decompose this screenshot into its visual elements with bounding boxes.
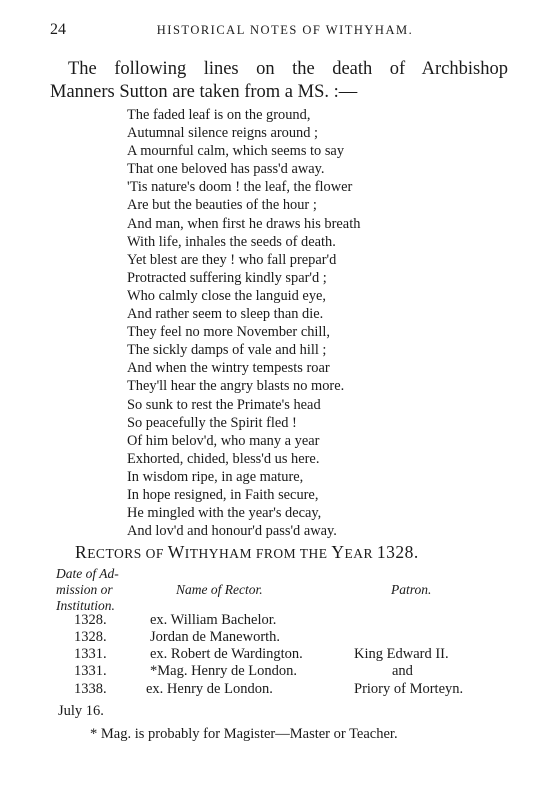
rectors-heading: RECTORS OF WITHYHAM FROM THE YEAR 1328.: [75, 542, 419, 562]
poem-line: Autumnal silence reigns around ;: [127, 125, 319, 142]
poem-line: So peacefully the Spirit fled !: [127, 414, 297, 431]
poem-line: 'Tis nature's doom ! the leaf, the flower: [127, 179, 353, 196]
poem-line: A mournful calm, which seems to say: [127, 143, 345, 160]
cell-year: 1338.: [74, 681, 107, 697]
intro-line-2: Manners Sutton are taken from a MS. :—: [50, 82, 358, 102]
poem-line: Exhorted, chided, bless'd us here.: [127, 450, 320, 467]
poem-line: Yet blest are they ! who fall prepar'd: [127, 251, 337, 268]
extra-date: July 16.: [58, 703, 104, 719]
poem-line: They'll hear the angry blasts no more.: [127, 378, 345, 395]
poem-line: The faded leaf is on the ground,: [127, 107, 311, 123]
footnote: * Mag. is probably for Magister—Master or Teacher.: [90, 726, 398, 742]
cell-rector: ex. William Bachelor.: [150, 612, 277, 628]
cell-patron: Priory of Morteyn.: [354, 681, 464, 697]
cell-year: 1331.: [74, 646, 107, 662]
poem-line: He mingled with the year's decay,: [127, 505, 322, 522]
intro-paragraph: [50, 58, 508, 104]
poem-line: Protracted suffering kindly spar'd ;: [127, 269, 327, 286]
poem-line: Of him belov'd, who many a year: [127, 432, 320, 449]
poem-line: The sickly damps of vale and hill ;: [127, 342, 327, 359]
cell-patron: and: [392, 663, 413, 679]
poem-line: In wisdom ripe, in age mature,: [127, 468, 304, 485]
running-title: HISTORICAL NOTES OF WITHYHAM.: [156, 23, 414, 37]
cell-year: 1328.: [74, 612, 107, 628]
cell-rector: *Mag. Henry de London.: [150, 663, 297, 679]
column-header-patron: Patron.: [391, 582, 432, 597]
poem-line: That one beloved has pass'd away.: [127, 161, 325, 178]
cell-rector: ex. Robert de Wardington.: [150, 646, 303, 662]
poem-line: And lov'd and honour'd pass'd away.: [127, 523, 337, 540]
table-row: [0, 663, 550, 680]
intro-line-1: The following lines on the death of Archbishop: [68, 59, 508, 79]
table-row: [0, 612, 550, 629]
poem-line: Are but the beauties of the hour ;: [127, 197, 317, 214]
cell-rector: ex. Henry de London.: [146, 681, 273, 697]
poem-line: In hope resigned, in Faith secure,: [127, 486, 319, 503]
poem: [127, 106, 360, 540]
poem-line: And man, when first he draws his breath: [127, 215, 361, 232]
table-row: [0, 681, 550, 698]
poem-line: Who calmly close the languid eye,: [127, 287, 327, 304]
table-row: [0, 629, 550, 646]
column-header-name: Name of Rector.: [176, 582, 263, 597]
cell-rector: Jordan de Maneworth.: [150, 629, 281, 645]
poem-line: And rather seem to sleep than die.: [127, 306, 324, 323]
page-number: 24: [50, 21, 66, 38]
column-header-date: Date of Ad- mission or Institution.: [56, 566, 119, 613]
poem-line: So sunk to rest the Primate's head: [127, 396, 321, 413]
cell-year: 1331.: [74, 663, 107, 679]
poem-line: And when the wintry tempests roar: [127, 360, 330, 377]
cell-year: 1328.: [74, 629, 107, 645]
cell-patron: King Edward II.: [354, 646, 449, 662]
poem-line: They feel no more November chill,: [127, 324, 330, 341]
table-row: [0, 646, 550, 663]
poem-line: With life, inhales the seeds of death.: [127, 233, 336, 250]
